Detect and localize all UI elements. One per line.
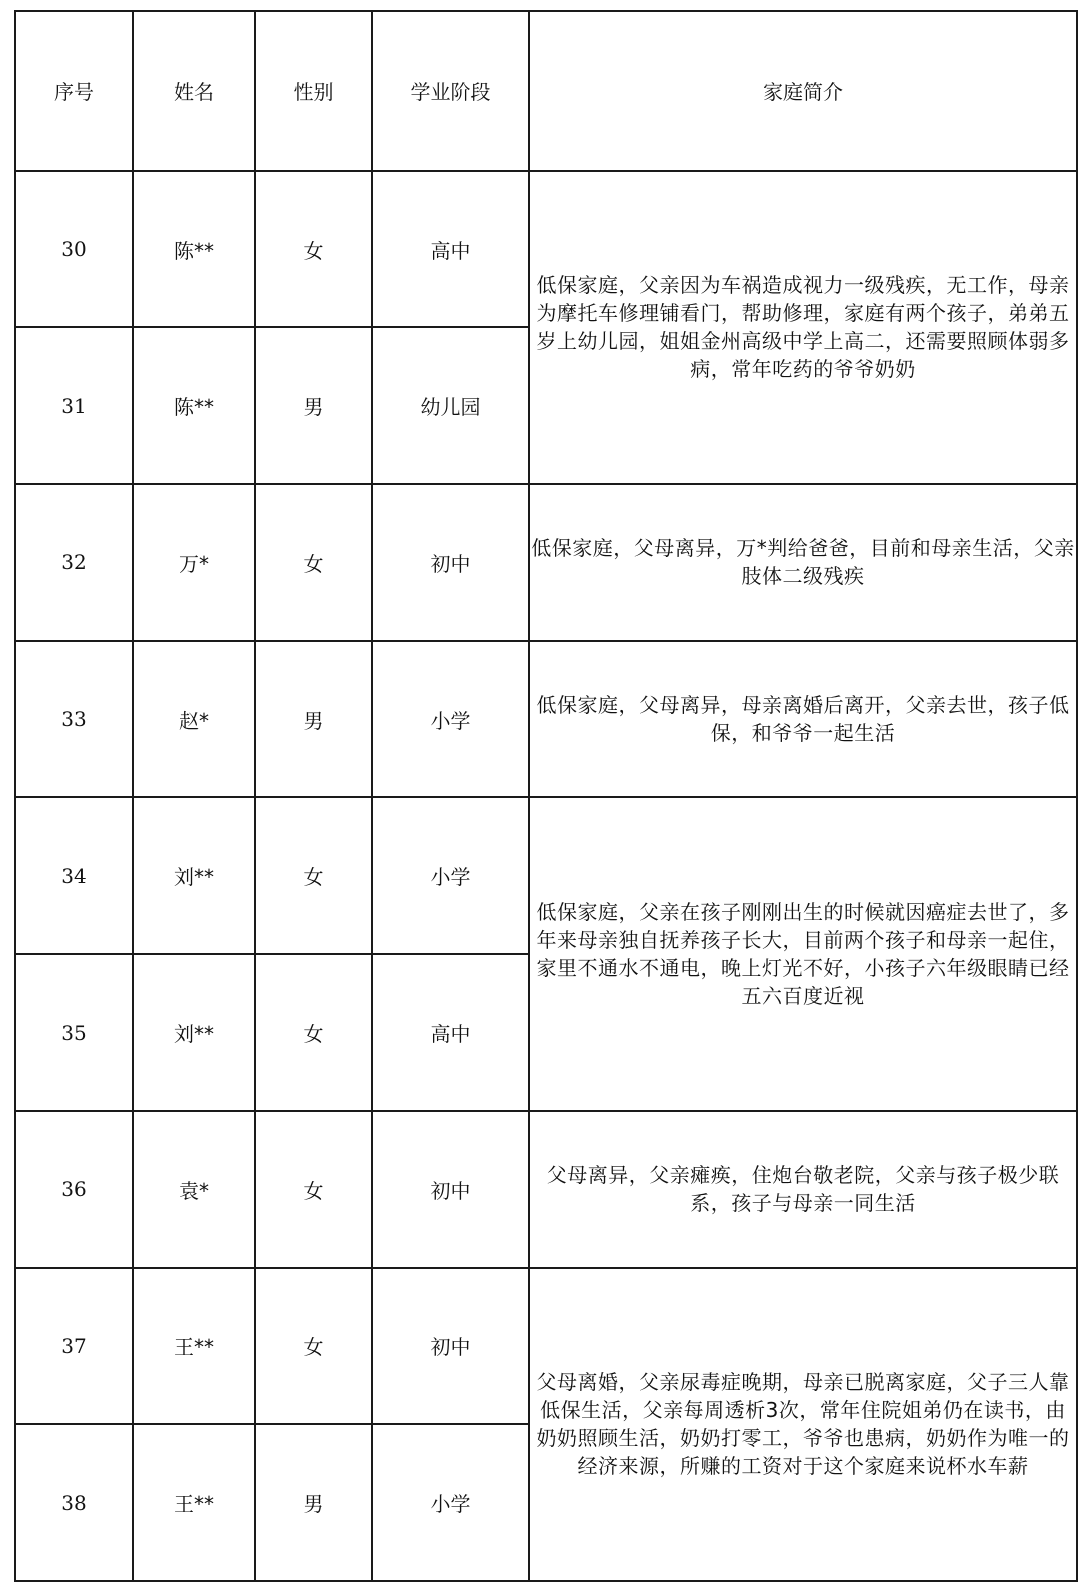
row-number: 38 — [15, 1424, 133, 1581]
family-description: 低保家庭，父亲在孩子刚刚出生的时候就因癌症去世了，多年来母亲独自抚养孩子长大，目前两个孩子和母亲一起住，家里不通水不通电，晚上灯光不好，小孩子六年级眼睛已经五六百度近视 — [529, 797, 1077, 1110]
header-gender: 性别 — [255, 11, 372, 171]
row-number: 34 — [15, 797, 133, 954]
family-description: 父母离异，父亲瘫痪，住炮台敬老院，父亲与孩子极少联系，孩子与母亲一同生活 — [529, 1111, 1077, 1268]
student-name: 赵* — [133, 641, 255, 798]
family-description: 父母离婚，父亲尿毒症晚期，母亲已脱离家庭，父子三人靠低保生活，父亲每周透析3次，常年住院姐弟仍在读书，由奶奶照顾生活，奶奶打零工，爷爷也患病，奶奶作为唯一的经济来源，所赚的工资对于这个家庭来说杯水车薪 — [529, 1268, 1077, 1581]
student-gender: 女 — [255, 1268, 372, 1425]
row-number: 30 — [15, 171, 133, 328]
student-stage: 小学 — [372, 797, 529, 954]
header-stage: 学业阶段 — [372, 11, 529, 171]
student-gender: 女 — [255, 1111, 372, 1268]
row-number: 33 — [15, 641, 133, 798]
row-number: 37 — [15, 1268, 133, 1425]
table-row — [15, 171, 1077, 328]
student-stage: 高中 — [372, 171, 529, 328]
student-gender: 男 — [255, 1424, 372, 1581]
student-stage: 初中 — [372, 1111, 529, 1268]
student-gender: 女 — [255, 797, 372, 954]
student-stage: 初中 — [372, 1268, 529, 1425]
family-description: 低保家庭，父母离异，万*判给爸爸，目前和母亲生活，父亲肢体二级残疾 — [529, 484, 1077, 641]
table-row — [15, 484, 1077, 641]
student-stage: 小学 — [372, 1424, 529, 1581]
row-number: 36 — [15, 1111, 133, 1268]
student-gender: 男 — [255, 327, 372, 484]
family-description: 低保家庭，父母离异，母亲离婚后离开，父亲去世，孩子低保，和爷爷一起生活 — [529, 641, 1077, 798]
student-name: 刘** — [133, 954, 255, 1111]
student-gender: 男 — [255, 641, 372, 798]
table-row — [15, 641, 1077, 798]
row-number: 32 — [15, 484, 133, 641]
student-gender: 女 — [255, 484, 372, 641]
student-gender: 女 — [255, 954, 372, 1111]
header-name: 姓名 — [133, 11, 255, 171]
student-gender: 女 — [255, 171, 372, 328]
student-name: 陈** — [133, 171, 255, 328]
student-name: 刘** — [133, 797, 255, 954]
header-row — [15, 11, 1077, 171]
student-name: 万* — [133, 484, 255, 641]
student-name: 陈** — [133, 327, 255, 484]
family-description: 低保家庭，父亲因为车祸造成视力一级残疾，无工作，母亲为摩托车修理铺看门，帮助修理，家庭有两个孩子，弟弟五岁上幼儿园，姐姐金州高级中学上高二，还需要照顾体弱多病，常年吃药的爷爷奶奶 — [529, 171, 1077, 484]
student-name: 袁* — [133, 1111, 255, 1268]
student-stage: 幼儿园 — [372, 327, 529, 484]
table-row — [15, 1111, 1077, 1268]
student-name: 王** — [133, 1268, 255, 1425]
row-number: 35 — [15, 954, 133, 1111]
table-row — [15, 797, 1077, 954]
student-name: 王** — [133, 1424, 255, 1581]
student-stage: 高中 — [372, 954, 529, 1111]
student-stage: 小学 — [372, 641, 529, 798]
row-number: 31 — [15, 327, 133, 484]
student-family-table — [14, 10, 1078, 1582]
header-no: 序号 — [15, 11, 133, 171]
student-stage: 初中 — [372, 484, 529, 641]
table-row — [15, 1268, 1077, 1425]
header-desc: 家庭简介 — [529, 11, 1077, 171]
